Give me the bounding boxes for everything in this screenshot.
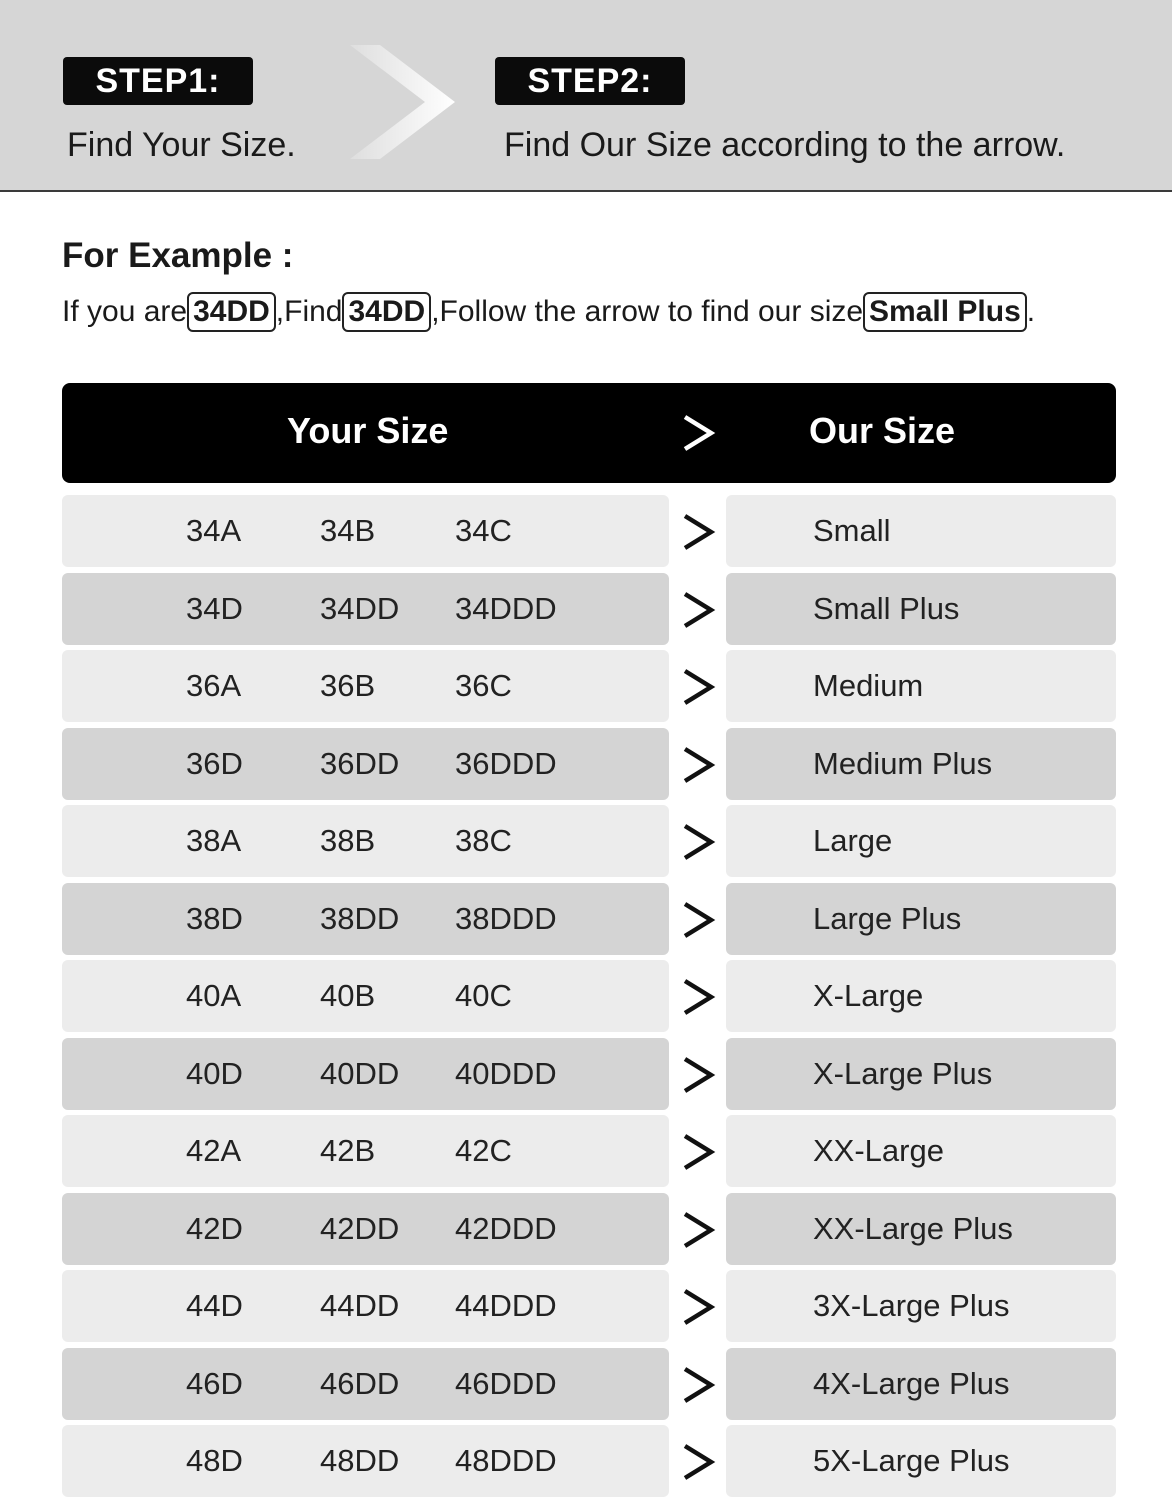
your-size-value: 34DD	[320, 590, 400, 626]
chevron-right-icon	[679, 1132, 719, 1172]
example-find-size-box: 34DD	[342, 292, 431, 332]
your-size-value: 36D	[186, 745, 243, 781]
our-size-cell	[726, 728, 1116, 800]
our-size-value: Large	[813, 823, 893, 858]
your-size-value: 42C	[455, 1133, 512, 1168]
your-size-value: 40B	[320, 978, 376, 1013]
your-size-value: 44D	[186, 1288, 243, 1323]
your-size-value: 34C	[455, 513, 512, 548]
steps-banner	[0, 0, 1172, 192]
our-size-cell	[726, 960, 1116, 1032]
our-size-value: 3X-Large Plus	[813, 1288, 1010, 1323]
size-table-body	[62, 495, 1116, 1503]
your-size-cell	[62, 495, 669, 567]
table-row	[62, 650, 1116, 722]
your-size-value: 34B	[320, 513, 376, 548]
your-size-value: 42B	[320, 1133, 376, 1168]
our-size-cell	[726, 1038, 1116, 1110]
table-row	[62, 1115, 1116, 1187]
example-sentence	[62, 292, 1035, 332]
our-size-value: XX-Large Plus	[813, 1210, 1013, 1246]
chevron-right-icon	[679, 1210, 719, 1250]
chevron-right-icon	[679, 1287, 719, 1327]
your-size-value: 42A	[186, 1133, 242, 1168]
chevron-right-icon	[679, 745, 719, 785]
your-size-value: 40A	[186, 978, 242, 1013]
your-size-cell	[62, 883, 669, 955]
your-size-value: 46DD	[320, 1365, 400, 1401]
your-size-value: 38DDD	[455, 900, 557, 936]
our-size-cell	[726, 1348, 1116, 1420]
our-size-cell	[726, 883, 1116, 955]
our-size-cell	[726, 495, 1116, 567]
chevron-right-icon	[679, 590, 719, 630]
our-size-cell	[726, 1115, 1116, 1187]
header-our-size: Our Size	[809, 410, 956, 451]
your-size-cell	[62, 1038, 669, 1110]
chevron-right-icon	[345, 40, 465, 170]
our-size-value: X-Large Plus	[813, 1055, 993, 1091]
chevron-right-icon	[679, 1055, 719, 1095]
example-our-size-box: Small Plus	[863, 292, 1027, 332]
table-row	[62, 728, 1116, 800]
your-size-value: 36DD	[320, 745, 400, 781]
table-row	[62, 495, 1116, 567]
chevron-right-icon	[679, 413, 719, 453]
our-size-value: 5X-Large Plus	[813, 1443, 1010, 1478]
your-size-value: 48DDD	[455, 1443, 557, 1478]
chevron-right-icon	[679, 1442, 719, 1482]
your-size-cell	[62, 573, 669, 645]
your-size-value: 36B	[320, 668, 376, 703]
your-size-value: 48D	[186, 1443, 243, 1478]
your-size-cell	[62, 1193, 669, 1265]
our-size-cell	[726, 1270, 1116, 1342]
your-size-cell	[62, 1270, 669, 1342]
your-size-value: 38B	[320, 823, 376, 858]
example-text-2: ,Find	[275, 295, 343, 328]
our-size-value: Medium	[813, 668, 924, 703]
your-size-value: 46D	[186, 1365, 243, 1401]
your-size-value: 42D	[186, 1210, 243, 1246]
your-size-value: 34A	[186, 513, 242, 548]
table-row	[62, 1193, 1116, 1265]
our-size-value: Small Plus	[813, 590, 960, 626]
your-size-cell	[62, 805, 669, 877]
your-size-value: 36C	[455, 668, 512, 703]
your-size-value: 34D	[186, 590, 243, 626]
step2-badge: STEP2:	[495, 57, 685, 105]
your-size-value: 34DDD	[455, 590, 557, 626]
our-size-cell	[726, 573, 1116, 645]
our-size-value: X-Large	[813, 978, 924, 1013]
your-size-value: 36A	[186, 668, 242, 703]
our-size-cell	[726, 1425, 1116, 1497]
your-size-value: 44DD	[320, 1288, 400, 1323]
example-your-size-box: 34DD	[187, 292, 276, 332]
your-size-value: 38DD	[320, 900, 400, 936]
example-title: For Example :	[62, 236, 294, 275]
your-size-value: 40C	[455, 978, 512, 1013]
our-size-cell	[726, 1193, 1116, 1265]
your-size-value: 40DDD	[455, 1055, 557, 1091]
your-size-value: 48DD	[320, 1443, 400, 1478]
your-size-cell	[62, 960, 669, 1032]
your-size-value: 36DDD	[455, 745, 557, 781]
table-row	[62, 1270, 1116, 1342]
your-size-value: 42DD	[320, 1210, 400, 1246]
your-size-value: 42DDD	[455, 1210, 557, 1246]
your-size-value: 38A	[186, 823, 242, 858]
your-size-value: 40D	[186, 1055, 243, 1091]
our-size-cell	[726, 650, 1116, 722]
chevron-right-icon	[679, 667, 719, 707]
chevron-right-icon	[679, 1365, 719, 1405]
our-size-value: XX-Large	[813, 1133, 944, 1168]
table-row	[62, 805, 1116, 877]
example-text-1: If you are	[62, 295, 188, 328]
our-size-value: Large Plus	[813, 900, 962, 936]
chevron-right-icon	[679, 512, 719, 552]
chevron-right-icon	[679, 977, 719, 1017]
our-size-value: Small	[813, 513, 891, 548]
table-row	[62, 573, 1116, 645]
chevron-right-icon	[679, 900, 719, 940]
our-size-value: 4X-Large Plus	[813, 1365, 1010, 1401]
your-size-value: 38D	[186, 900, 243, 936]
chevron-right-icon	[679, 822, 719, 862]
your-size-value: 44DDD	[455, 1288, 557, 1323]
table-row	[62, 1348, 1116, 1420]
your-size-value: 38C	[455, 823, 512, 858]
table-row	[62, 1038, 1116, 1110]
our-size-cell	[726, 805, 1116, 877]
table-row	[62, 960, 1116, 1032]
header-your-size: Your Size	[287, 410, 449, 451]
your-size-cell	[62, 728, 669, 800]
table-row	[62, 883, 1116, 955]
your-size-value: 40DD	[320, 1055, 400, 1091]
table-row	[62, 1425, 1116, 1497]
example-text-4: .	[1026, 295, 1036, 328]
your-size-cell	[62, 1115, 669, 1187]
step1-text: Find Your Size.	[67, 126, 296, 164]
your-size-cell	[62, 1425, 669, 1497]
your-size-value: 46DDD	[455, 1365, 557, 1401]
example-text-3: ,Follow the arrow to find our size	[431, 295, 864, 328]
your-size-cell	[62, 1348, 669, 1420]
step1-badge: STEP1:	[63, 57, 253, 105]
step2-text: Find Our Size according to the arrow.	[504, 126, 1066, 164]
your-size-cell	[62, 650, 669, 722]
size-table-header	[62, 383, 1116, 483]
our-size-value: Medium Plus	[813, 745, 993, 781]
